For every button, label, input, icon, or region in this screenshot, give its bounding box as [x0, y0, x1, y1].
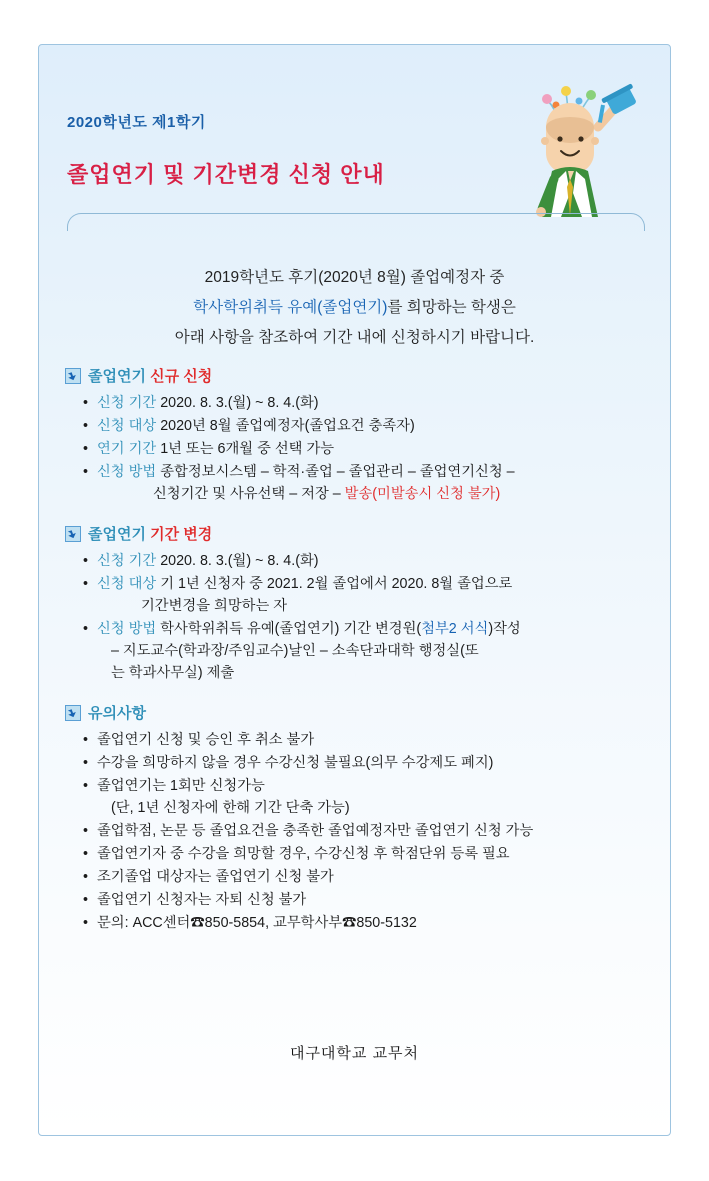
section-header	[65, 702, 647, 723]
footer-organization: 대구대학교 교무처	[289, 1045, 420, 1062]
poster-header	[39, 45, 670, 220]
section-items	[65, 729, 647, 934]
section-title: 졸업연기 신규 신청	[88, 368, 213, 385]
section-items	[65, 550, 647, 684]
list-item: • 신청 대상 2020년 8월 졸업예정자(졸업요건 충족자)	[83, 415, 647, 437]
list-item: • 졸업연기 신청 및 승인 후 취소 불가	[83, 729, 647, 751]
intro-line-2	[39, 293, 670, 323]
list-item: • 수강을 희망하지 않을 경우 수강신청 불필요(의무 수강제도 폐지)	[83, 752, 647, 774]
list-item: • 신청 기간 2020. 8. 3.(월) ~ 8. 4.(화)	[83, 392, 647, 414]
section-notes	[65, 702, 647, 934]
semester-label: 2020학년도 제1학기	[67, 114, 206, 131]
intro-line-3: 아래 사항을 참조하여 기간 내에 신청하시기 바랍니다.	[174, 329, 535, 346]
intro-highlight: 학사학위취득 유예(졸업연기)	[193, 299, 388, 316]
list-item: • 신청 기간 2020. 8. 3.(월) ~ 8. 4.(화)	[83, 550, 647, 572]
arrow-down-right-icon	[65, 368, 81, 384]
arrow-down-right-icon	[65, 526, 81, 542]
list-item: • 졸업학점, 논문 등 졸업요건을 충족한 졸업예정자만 졸업연기 신청 가능	[83, 820, 647, 842]
intro-line-1: 2019학년도 후기(2020년 8월) 졸업예정자 중	[204, 269, 505, 286]
section-title: 졸업연기 기간 변경	[88, 526, 213, 543]
list-item: • 신청 방법 학사학위취득 유예(졸업연기) 기간 변경원(첨부2 서식)작성 – 지도교수(학과장/주임교수)날인 – 소속단과대학 행정실(또 는 학과사무실) 제출	[83, 618, 647, 684]
section-period-change	[65, 523, 647, 684]
list-item: • 졸업연기자 중 수강을 희망할 경우, 수강신청 후 학점단위 등록 필요	[83, 843, 647, 865]
section-header	[65, 365, 647, 386]
list-item: • 신청 대상 기 1년 신청자 중 2021. 2월 졸업에서 2020. 8월 졸업으로 기간변경을 희망하는 자	[83, 573, 647, 617]
poster-container	[38, 44, 671, 1136]
list-item: • 문의: ACC센터☎850-5854, 교무학사부☎850-5132	[83, 912, 647, 934]
header-divider	[67, 213, 645, 257]
intro-line-2-rest: 를 희망하는 학생은	[387, 299, 516, 316]
arrow-down-right-icon	[65, 705, 81, 721]
section-new-application	[65, 365, 647, 505]
page-title: 졸업연기 및 기간변경 신청 안내	[67, 162, 385, 187]
section-items	[65, 392, 647, 505]
list-item: • 졸업연기는 1회만 신청가능 (단, 1년 신청자에 한해 기간 단축 가능)	[83, 775, 647, 819]
list-item: • 신청 방법 종합정보시스템 – 학적·졸업 – 졸업관리 – 졸업연기신청 – 신청기간 및 사유선택 – 저장 – 발송(미발송시 신청 불가)	[83, 461, 647, 505]
graduate-illustration-icon	[506, 75, 646, 220]
section-header	[65, 523, 647, 544]
section-title: 유의사항	[88, 705, 146, 722]
list-item: • 졸업연기 신청자는 자퇴 신청 불가	[83, 889, 647, 911]
list-item: • 연기 기간 1년 또는 6개월 중 선택 가능	[83, 438, 647, 460]
sections-container	[65, 365, 647, 938]
intro-block	[39, 263, 670, 353]
list-item: • 조기졸업 대상자는 졸업연기 신청 불가	[83, 866, 647, 888]
